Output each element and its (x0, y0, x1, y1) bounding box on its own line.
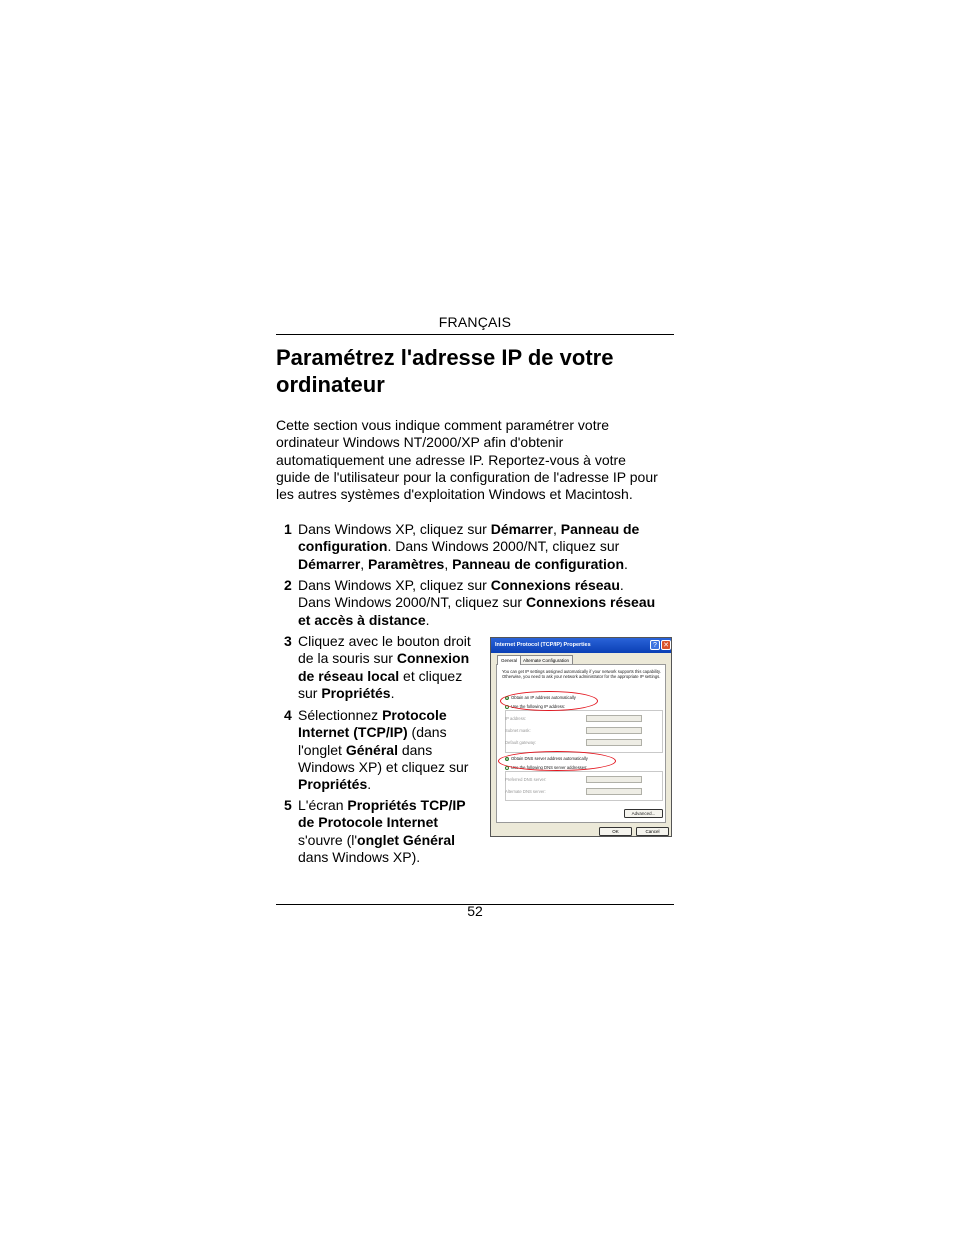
ip-address-label: IP address: (505, 716, 527, 721)
step-text: s'ouvre (l' (298, 831, 358, 848)
step-bold-text: Démarrer (490, 521, 553, 537)
step-text: . (367, 776, 372, 793)
help-icon[interactable]: ? (650, 640, 660, 650)
step-text: et cliquez (399, 667, 463, 684)
preferred-dns-input[interactable] (586, 776, 642, 783)
tab-general[interactable]: General (497, 655, 521, 665)
step-text: sur (298, 684, 322, 701)
step-text: l'onglet (298, 741, 346, 758)
tab-alternate-configuration[interactable]: Alternate Configuration (519, 655, 573, 665)
intro-line: automatiquement une adresse IP. Reportez-vous à votre (276, 451, 626, 468)
dialog-title: Internet Protocol (TCP/IP) Properties (495, 642, 591, 648)
intro-line: guide de l'utilisateur pour la configuration de l'adresse IP pour (276, 468, 658, 485)
step-bold-text: de réseau local (298, 667, 400, 684)
option-label: Use the following IP address: (511, 704, 566, 709)
step-text: L'écran (298, 797, 348, 813)
alternate-dns-label: Alternate DNS server: (505, 789, 546, 794)
page-header-language: FRANÇAIS (438, 314, 512, 330)
dialog-titlebar (491, 638, 671, 653)
step-number: 4 (284, 707, 292, 723)
step-2 (276, 577, 676, 629)
step-text: . (624, 555, 628, 572)
step-bold-text: configuration (298, 538, 388, 555)
cancel-button[interactable]: Cancel (636, 827, 669, 836)
step-text: dans (397, 741, 433, 758)
step-bold-text: onglet Général (357, 831, 456, 848)
close-icon[interactable]: ✕ (661, 640, 671, 650)
subnet-mask-label: Subnet mask: (505, 728, 531, 733)
step-text: . (425, 611, 430, 628)
intro-line: les autres systèmes d'exploitation Windows et Macintosh. (276, 486, 633, 503)
step-bold-text: Connexions réseau (526, 594, 656, 611)
step-bold-text: Propriétés (298, 776, 368, 793)
subnet-mask-input[interactable] (586, 727, 642, 734)
step-number: 3 (284, 633, 292, 649)
intro-line: Cette section vous indique comment paramétrer votre (276, 417, 610, 433)
step-5 (276, 797, 482, 866)
step-text: . (619, 577, 624, 593)
step-1 (276, 521, 676, 573)
step-text: Cliquez avec le bouton droit (298, 633, 471, 649)
step-number: 1 (284, 521, 292, 537)
intro-line: ordinateur Windows NT/2000/XP afin d'obtenir (276, 434, 564, 451)
header-rule (276, 334, 674, 335)
step-text: dans Windows XP). (298, 848, 421, 865)
step-text: . (390, 684, 395, 701)
dialog-description: You can get IP settings assigned automatically if your network supports this capability. Otherwise, you need to ask your network administrator for the appropriate IP settings. (502, 669, 661, 679)
step-bold-text: et accès à distance (298, 611, 426, 628)
step-number: 5 (284, 797, 292, 813)
step-text: Dans Windows XP, cliquez sur (298, 521, 491, 537)
tcpip-properties-dialog-screenshot (490, 637, 672, 837)
step-bold-text: Démarrer (298, 555, 361, 572)
step-bold-text: Propriétés (321, 684, 391, 701)
step-bold-text: Propriétés TCP/IP (347, 797, 466, 813)
general-tab-panel (496, 664, 666, 823)
highlight-circle-dns-auto (498, 751, 616, 771)
step-text: , (360, 555, 369, 572)
advanced-button[interactable]: Advanced... (624, 809, 663, 818)
page-title-line1: Paramétrez l'adresse IP de votre (276, 345, 614, 370)
option-label: Use the following DNS server addresses: (511, 765, 588, 770)
step-bold-text: Panneau de (560, 521, 640, 537)
step-text: , (444, 555, 453, 572)
ip-address-input[interactable] (586, 715, 642, 722)
page-title (276, 344, 674, 398)
default-gateway-label: Default gateway: (505, 740, 537, 745)
step-bold-text: Internet (TCP/IP) (298, 724, 408, 741)
step-4 (276, 707, 482, 793)
preferred-dns-label: Preferred DNS server: (505, 777, 547, 782)
ok-button[interactable]: OK (599, 827, 632, 836)
step-bold-text: Connexion (396, 650, 470, 667)
step-text: Dans Windows 2000/NT, cliquez sur (298, 594, 526, 611)
step-text: (dans (407, 724, 447, 741)
page-title-line2: ordinateur (276, 372, 385, 397)
step-text: Dans Windows XP, cliquez sur (298, 577, 491, 593)
step-bold-text: Connexions réseau (490, 577, 620, 593)
step-text: de la souris sur (298, 650, 397, 667)
step-text: , (552, 521, 561, 537)
option-label: Obtain DNS server address automatically (511, 756, 588, 761)
step-3 (276, 633, 482, 702)
step-number: 2 (284, 577, 292, 593)
step-text: . Dans Windows 2000/NT, cliquez sur (387, 538, 620, 555)
step-text: Windows XP) et cliquez sur (298, 758, 469, 775)
option-label: Obtain an IP address automatically (511, 695, 576, 700)
step-bold-text: Paramètres (368, 555, 445, 572)
highlight-circle-ip-auto (500, 691, 598, 711)
step-bold-text: Panneau de configuration (452, 555, 625, 572)
intro-paragraph (276, 417, 676, 503)
step-text: Sélectionnez (298, 707, 383, 723)
alternate-dns-input[interactable] (586, 788, 642, 795)
step-bold-text: Protocole (382, 707, 447, 723)
page-number: 52 (467, 903, 483, 919)
step-bold-text: de Protocole Internet (298, 814, 439, 831)
step-bold-text: Général (345, 741, 398, 758)
default-gateway-input[interactable] (586, 739, 642, 746)
